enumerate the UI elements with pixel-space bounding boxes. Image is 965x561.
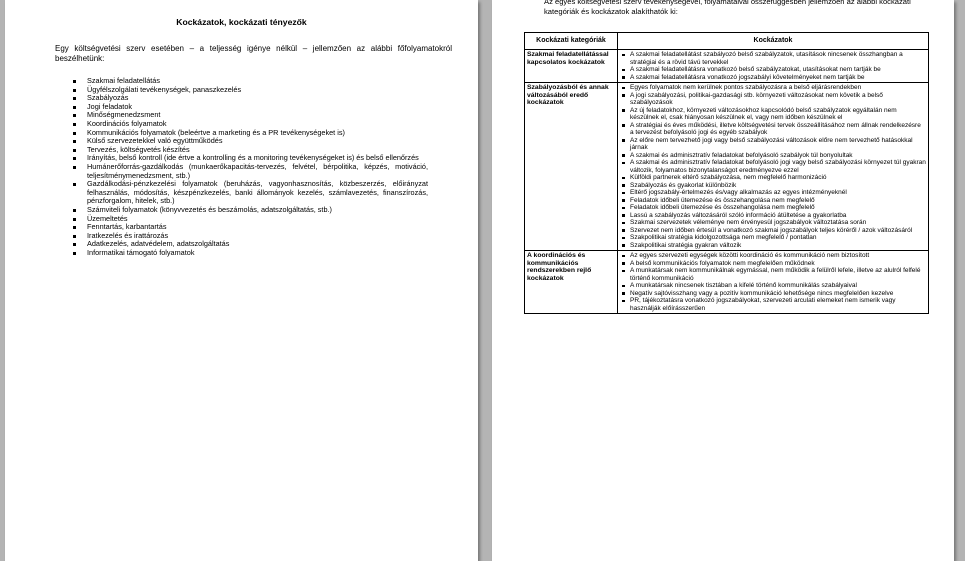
risk-item: A munkatársak nincsenek tisztában a kifelé történő kommunikálás szabályaival <box>620 282 926 290</box>
document-page-left <box>5 0 478 561</box>
process-list-item: Tervezés, költségvetés készítés <box>70 146 428 155</box>
process-list-item: Jogi feladatok <box>70 103 428 112</box>
risk-item: A belső kommunikációs folyamatok nem megfelelően működnek <box>620 260 926 268</box>
risk-item: Szakpolitikai stratégia kidolgozottsága nem megfelelő / pontatlan <box>620 234 926 242</box>
risk-item: Lassú a szabályozás változásáról szóló információ átültetése a gyakorlatba <box>620 212 926 220</box>
risk-item: Szervezet nem időben értesül a vonatkozó szakmai jogszabályok teljes köréről / azok változásáról <box>620 227 926 235</box>
risk-cell <box>618 50 929 83</box>
risk-cell <box>618 251 929 314</box>
risk-list <box>620 252 926 312</box>
process-list-item: Iratkezelés és irattározás <box>70 232 428 241</box>
table-row <box>525 83 929 251</box>
intro-paragraph: Egy költségvetési szerv esetében – a teljesség igénye nélkül – jellemzően az alábbi főfolyamatokról beszélhetünk: <box>55 44 452 63</box>
process-list-item: Szabályozás <box>70 94 428 103</box>
table-intro-paragraph: Az egyes költségvetési szerv tevékenységével, folyamataival összefüggésben jellemzően az alábbi kockázati kategóriák és kockázatok alakíthatók ki: <box>544 0 911 16</box>
risk-item: Az egyes szervezeti egységek közötti koordináció és kommunikáció nem biztosított <box>620 252 926 260</box>
risk-item: Szakmai szervezetek véleménye nem érvényesül jogszabályok változtatása során <box>620 219 926 227</box>
risk-item: A munkatársak nem kommunikálnak egymással, nem működik a felülről lefele, illetve az alulról felfelé történő kommunikáció <box>620 267 926 282</box>
risk-list <box>620 51 926 81</box>
header-categories: Kockázati kategóriák <box>525 33 618 50</box>
risk-item: A szakmai feladatellátást szabályozó belső szabályzatok, utasítások nincsenek összhangban a stratégiai és a rövid távú tervekkel <box>620 51 926 66</box>
process-list-item: Minőségmenedzsment <box>70 111 428 120</box>
document-page-right <box>492 0 954 561</box>
process-list-item: Gazdálkodási-pénzkezelési folyamatok (beruházás, vagyonhasznosítás, közbeszerzés, előirányzat felhasználás, módosítás, készpénzkezelés, banki állományok kezelés, számlavezetés, finanszírozás, pénzforgalom, hitelek, stb.) <box>70 180 428 206</box>
page-title: Kockázatok, kockázati tényezők <box>176 17 307 27</box>
process-list <box>70 77 428 257</box>
table-row <box>525 251 929 314</box>
risk-item: Egyes folyamatok nem kerülnek pontos szabályozásra a belső eljárásrendekben <box>620 84 926 92</box>
risk-item: Külföldi partnerek eltérő szabályozása, nem megfelelő harmonizáció <box>620 174 926 182</box>
risk-item: Negatív sajtóvisszhang vagy a pozitív kommunikáció lehetősége nincs megfelelően kezelve <box>620 290 926 298</box>
process-list-item: Számviteli folyamatok (könyvvezetés és beszámolás, adatszolgáltatás, stb.) <box>70 206 428 215</box>
process-list-item: Üzemeltetés <box>70 215 428 224</box>
risk-item: Eltérő jogszabály-értelmezés és/vagy alkalmazás az egyes intézményeknél <box>620 189 926 197</box>
process-list-item: Ügyfélszolgálati tevékenységek, panaszkezelés <box>70 86 428 95</box>
table-row <box>525 50 929 83</box>
risk-item: Az előre nem tervezhető jogi vagy belső szabályozási változások előre nem tervezhető hatásokkal járnak <box>620 137 926 152</box>
process-list-item: Külső szervezetekkel való együttműködés <box>70 137 428 146</box>
risk-item: Szakpolitikai stratégia gyakran változik <box>620 242 926 250</box>
risk-list <box>620 84 926 249</box>
risk-item: A stratégiai és éves működési, illetve költségvetési tervek összeállításához nem állnak rendelkezésre a tervezést befolyásoló jogi és egyéb szabályok <box>620 122 926 137</box>
risk-item: A szakmai feladatellátásra vonatkozó jogszabályi követelményeket nem tartják be <box>620 74 926 82</box>
risk-item: A szakmai és adminisztratív feladatokat befolyásoló szabályok túl bonyolultak <box>620 152 926 160</box>
risk-category: Szabályozásból és annak változásából eredő kockázatok <box>525 83 618 251</box>
process-list-item: Adatkezelés, adatvédelem, adatszolgáltatás <box>70 240 428 249</box>
risk-table <box>524 32 929 314</box>
risk-item: A szakmai és adminisztratív feladatokat befolyásoló jogi vagy belső szabályozási környezet túl gyakran változik, folyamatos bizonytalanságot eredményezve ezzel <box>620 159 926 174</box>
header-risks: Kockázatok <box>618 33 929 50</box>
risk-table-body <box>525 50 929 314</box>
risk-item: PR, tájékoztatásra vonatkozó jogszabályokat, szervezeti arculati elemeket nem ismerik vagy használják előírásszerűen <box>620 297 926 312</box>
risk-item: Szabályozás és gyakorlat különbözik <box>620 182 926 190</box>
risk-item: A szakmai feladatellátásra vonatkozó belső szabályzatokat, utasításokat nem tartják be <box>620 66 926 74</box>
process-list-item: Koordinációs folyamatok <box>70 120 428 129</box>
risk-cell <box>618 83 929 251</box>
risk-category: Szakmai feladatellátással kapcsolatos kockázatok <box>525 50 618 83</box>
risk-item: A jogi szabályozási, politikai-gazdasági stb. környezeti változásokat nem követik a belső szabályozások <box>620 92 926 107</box>
risk-item: Az új feladatokhoz, környezeti változásokhoz kapcsolódó belső szabályzatok egyáltalán nem készülnek el, csak hiányosan készülnek el, vagy nem időben készülnek el <box>620 107 926 122</box>
process-list-item: Fenntartás, karbantartás <box>70 223 428 232</box>
process-list-item: Kommunikációs folyamatok (beleértve a marketing és a PR tevékenységeket is) <box>70 129 428 138</box>
risk-category: A koordinációs és kommunikációs rendszerekben rejlő kockázatok <box>525 251 618 314</box>
process-list-item: Humánerőforrás-gazdálkodás (munkaerőkapacitás-tervezés, felvétel, bérpolitika, képzés, motiváció, teljesítménymenedzsment, stb.) <box>70 163 428 180</box>
risk-item: Feladatok időbeli ütemezése és összehangolása nem megfelelő <box>620 197 926 205</box>
process-list-item: Irányítás, belső kontroll (ide értve a kontrolling és a monitoring tevékenységeket is) és belső ellenőrzés <box>70 154 428 163</box>
process-list-item: Informatikai támogató folyamatok <box>70 249 428 258</box>
risk-item: Feladatok időbeli ütemezése és összehangolása nem megfelelő <box>620 204 926 212</box>
risk-table-header <box>525 33 929 50</box>
process-list-item: Szakmai feladatellátás <box>70 77 428 86</box>
